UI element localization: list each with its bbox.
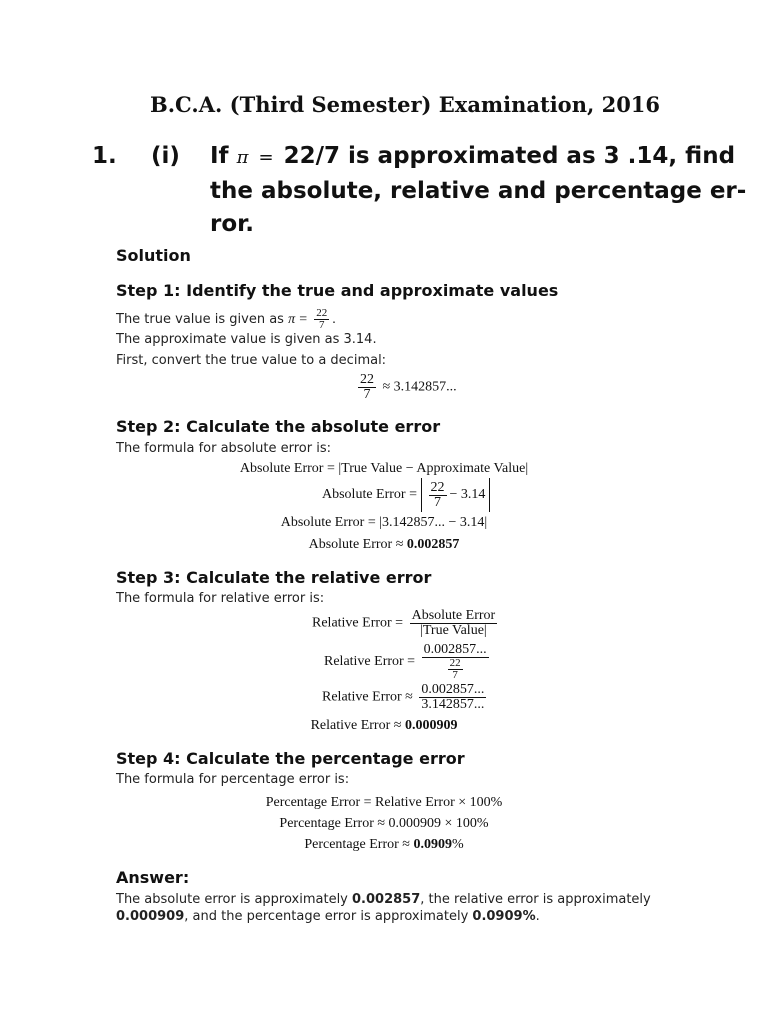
step3-eq1-num: Absolute Error bbox=[411, 608, 496, 623]
answer-label: Answer: bbox=[116, 868, 190, 887]
step3-eq3-fraction bbox=[419, 683, 486, 712]
step4-formula-intro: The formula for percentage error is: bbox=[116, 772, 350, 787]
step3-eq1-left: Relative Error = bbox=[312, 615, 404, 631]
step3-eq2 bbox=[324, 643, 492, 681]
step2-eq2-left: Absolute Error = bbox=[322, 487, 417, 502]
answer-part-2: , the relative error is approximately bbox=[420, 892, 651, 907]
answer-percentage-value: 0.0909% bbox=[472, 909, 536, 924]
step1-period: . bbox=[332, 312, 336, 327]
equals-symbol: = bbox=[258, 147, 274, 168]
step1-title: Step 1: Identify the true and approximate values bbox=[116, 281, 559, 300]
step4-eq3-value: 0.0909 bbox=[413, 837, 452, 852]
step1-convert-line: First, convert the true value to a decimal: bbox=[116, 353, 387, 368]
step3-title: Step 3: Calculate the relative error bbox=[116, 568, 432, 587]
step3-eq3-den: 3.142857... bbox=[421, 697, 485, 712]
step4-eq3-unit: % bbox=[451, 837, 464, 852]
step3-eq1-fraction bbox=[410, 609, 498, 638]
step4-eq2: Percentage Error ≈ 0.000909 × 100% bbox=[279, 816, 489, 831]
step2-eq3: Absolute Error = |3.142857... − 3.14| bbox=[280, 515, 488, 530]
question-if: If bbox=[210, 143, 229, 169]
step4-eq1: Percentage Error = Relative Error × 100% bbox=[265, 795, 503, 810]
step2-eq2-fraction bbox=[429, 481, 447, 510]
step4-eq3-left: Percentage Error ≈ bbox=[304, 837, 410, 852]
step3-formula-intro: The formula for relative error is: bbox=[116, 591, 325, 606]
step1-decimal-num: 22 bbox=[360, 372, 374, 387]
step3-eq4 bbox=[0, 718, 768, 734]
question-line-1 bbox=[210, 143, 735, 169]
step2-formula-intro: The formula for absolute error is: bbox=[116, 441, 331, 456]
answer-line-1 bbox=[116, 892, 651, 907]
step2-eq4-left: Absolute Error ≈ bbox=[308, 537, 404, 552]
exam-heading: B.C.A. (Third Semester) Examination, 2016 bbox=[150, 92, 661, 117]
step2-eq4-value: 0.002857 bbox=[406, 537, 460, 552]
step1-decimal-fraction bbox=[358, 373, 376, 402]
step4-eq3 bbox=[0, 837, 768, 853]
step1-true-prefix: The true value is given as bbox=[116, 312, 284, 327]
answer-line-2 bbox=[116, 909, 540, 924]
step2-eq2 bbox=[322, 478, 490, 512]
step2-eq2-num: 22 bbox=[430, 479, 445, 495]
step2-eq4 bbox=[0, 537, 768, 553]
step3-eq2-den bbox=[446, 658, 465, 681]
step3-eq4-value: 0.000909 bbox=[404, 718, 458, 733]
step3-eq2-fraction bbox=[422, 643, 489, 681]
question-line-2: the absolute, relative and percentage er- bbox=[210, 178, 747, 204]
question-part: (i) bbox=[151, 143, 180, 169]
question-line-1-text: 22/7 is approximated as 3 .14, find bbox=[283, 143, 736, 169]
step3-eq2-inner-den: 7 bbox=[452, 669, 458, 681]
answer-part-1: The absolute error is approximately bbox=[116, 892, 353, 907]
answer-part-4: . bbox=[535, 909, 540, 924]
step1-frac-num: 22 bbox=[316, 307, 328, 319]
step2-eq1: Absolute Error = |True Value − Approximate Value| bbox=[239, 461, 529, 476]
step1-approx-line: The approximate value is given as 3.14. bbox=[116, 332, 377, 347]
step1-approx-value: ≈ 3.142857... bbox=[382, 379, 457, 395]
step1-equals: = bbox=[299, 312, 308, 327]
step3-eq2-inner-num: 22 bbox=[449, 657, 461, 669]
pi-symbol: π bbox=[236, 147, 249, 168]
step3-eq3-left: Relative Error ≈ bbox=[322, 689, 413, 705]
step4-title: Step 4: Calculate the percentage error bbox=[116, 749, 465, 768]
question-number: 1. bbox=[92, 143, 117, 169]
answer-part-3: , and the percentage error is approximately bbox=[184, 909, 473, 924]
step1-fraction bbox=[314, 308, 329, 331]
step2-abs-bars bbox=[421, 478, 491, 512]
step3-eq3-num: 0.002857... bbox=[421, 682, 485, 697]
step3-eq2-left: Relative Error = bbox=[324, 654, 416, 670]
step3-eq4-left: Relative Error ≈ bbox=[310, 718, 402, 733]
step1-decimal-den: 7 bbox=[363, 387, 371, 402]
step2-title: Step 2: Calculate the absolute error bbox=[116, 417, 441, 436]
answer-absolute-value: 0.002857 bbox=[352, 892, 421, 907]
step2-eq2-rest: − 3.14 bbox=[449, 487, 486, 502]
question-line-3: ror. bbox=[210, 211, 254, 237]
step1-true-value-line bbox=[116, 308, 336, 331]
step1-frac-den: 7 bbox=[319, 319, 325, 331]
step2-eq2-den: 7 bbox=[434, 494, 441, 510]
step1-pi: π bbox=[288, 312, 296, 327]
solution-label: Solution bbox=[116, 246, 191, 265]
step3-eq1 bbox=[312, 609, 500, 638]
answer-relative-value: 0.000909 bbox=[116, 909, 185, 924]
step3-eq2-inner-fraction bbox=[448, 658, 463, 681]
step1-decimal-equation bbox=[355, 373, 457, 402]
step3-eq2-num: 0.002857... bbox=[423, 642, 487, 657]
step3-eq3 bbox=[322, 683, 489, 712]
step3-eq1-den: |True Value| bbox=[420, 623, 487, 638]
